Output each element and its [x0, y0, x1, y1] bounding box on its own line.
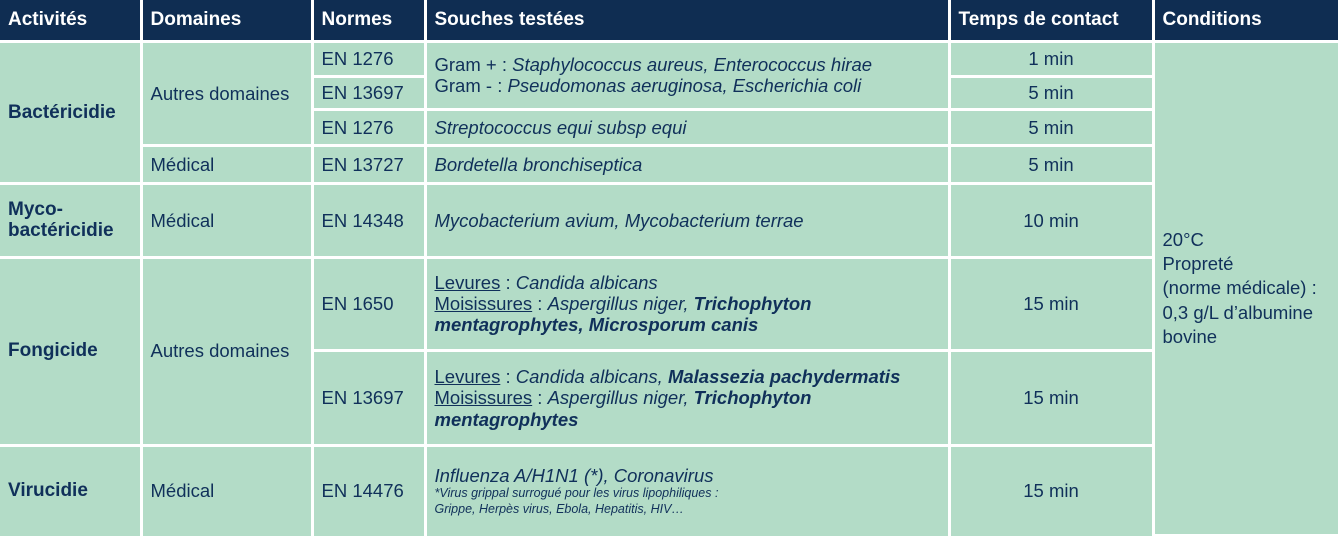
activity-virucidie: Virucidie — [0, 445, 141, 535]
souches-bordetella: Bordetella bronchiseptica — [425, 146, 949, 184]
header-souches: Souches testées — [425, 0, 949, 42]
virus-footnote-1: *Virus grippal surrogué pour les virus lipophiliques : — [434, 486, 719, 501]
souches-virus: Influenza A/H1N1 (*), Coronavirus *Virus grippal surrogué pour les virus lipophiliques : Grippe, Herpès virus, Ebola, Hepatitis, HIV… — [425, 445, 949, 535]
temps-cell: 15 min — [949, 351, 1153, 446]
domain-autres-2: Autres domaines — [141, 257, 312, 445]
header-activites: Activités — [0, 0, 141, 42]
table-row — [0, 42, 1338, 77]
norme-cell: EN 13697 — [312, 77, 425, 110]
domain-medical-3: Médical — [141, 445, 312, 535]
temps-cell: 5 min — [949, 146, 1153, 184]
activity-bactericidie: Bactéricidie — [0, 42, 141, 184]
souches-mycobacterium: Mycobacterium avium, Mycobacterium terrae — [425, 184, 949, 257]
header-conditions: Conditions — [1153, 0, 1338, 42]
header-temps: Temps de contact — [949, 0, 1153, 42]
temps-cell: 1 min — [949, 42, 1153, 77]
temps-cell: 15 min — [949, 445, 1153, 535]
header-domaines: Domaines — [141, 0, 312, 42]
table-row — [0, 445, 1338, 535]
norme-cell: EN 13697 — [312, 351, 425, 446]
conditions-cell: 20°C Propreté (norme médicale) : 0,3 g/L d’albumine bovine — [1153, 42, 1338, 536]
norme-cell: EN 1276 — [312, 42, 425, 77]
norme-cell: EN 13727 — [312, 146, 425, 184]
activity-fongicide: Fongicide — [0, 257, 141, 445]
temps-cell: 5 min — [949, 77, 1153, 110]
virus-footnote-2: Grippe, Herpès virus, Ebola, Hepatitis, HIV… — [434, 501, 684, 516]
temps-cell: 15 min — [949, 257, 1153, 350]
norme-cell: EN 14476 — [312, 445, 425, 535]
norme-cell: EN 14348 — [312, 184, 425, 257]
souches-fongicide-2: Levures : Candida albicans, Malassezia pachydermatis Moisissures : Aspergillus niger, Trichophyton mentagrophytes — [425, 351, 949, 446]
table-row — [0, 257, 1338, 350]
souches-streptococcus: Streptococcus equi subsp equi — [425, 109, 949, 145]
norme-cell: EN 1650 — [312, 257, 425, 350]
table-row — [0, 184, 1338, 257]
domain-medical-1: Médical — [141, 146, 312, 184]
temps-cell: 10 min — [949, 184, 1153, 257]
header-normes: Normes — [312, 0, 425, 42]
table-row — [0, 146, 1338, 184]
souches-fongicide-1: Levures : Candida albicans Moisissures : Aspergillus niger, Trichophyton mentagrophytes, Microsporum canis — [425, 257, 949, 350]
activity-mycobactericidie: Myco- bactéricidie — [0, 184, 141, 257]
souches-gram — [425, 42, 949, 110]
temps-cell: 5 min — [949, 109, 1153, 145]
gram-positive-line: Gram + : Staphylococcus aureus, Enterococcus hirae — [434, 54, 873, 76]
norme-cell: EN 1276 — [312, 109, 425, 145]
header-row — [0, 0, 1338, 42]
domain-autres-1: Autres domaines — [141, 42, 312, 146]
domain-medical-2: Médical — [141, 184, 312, 257]
gram-negative-line: Gram - : Pseudomonas aeruginosa, Escherichia coli — [434, 75, 862, 97]
